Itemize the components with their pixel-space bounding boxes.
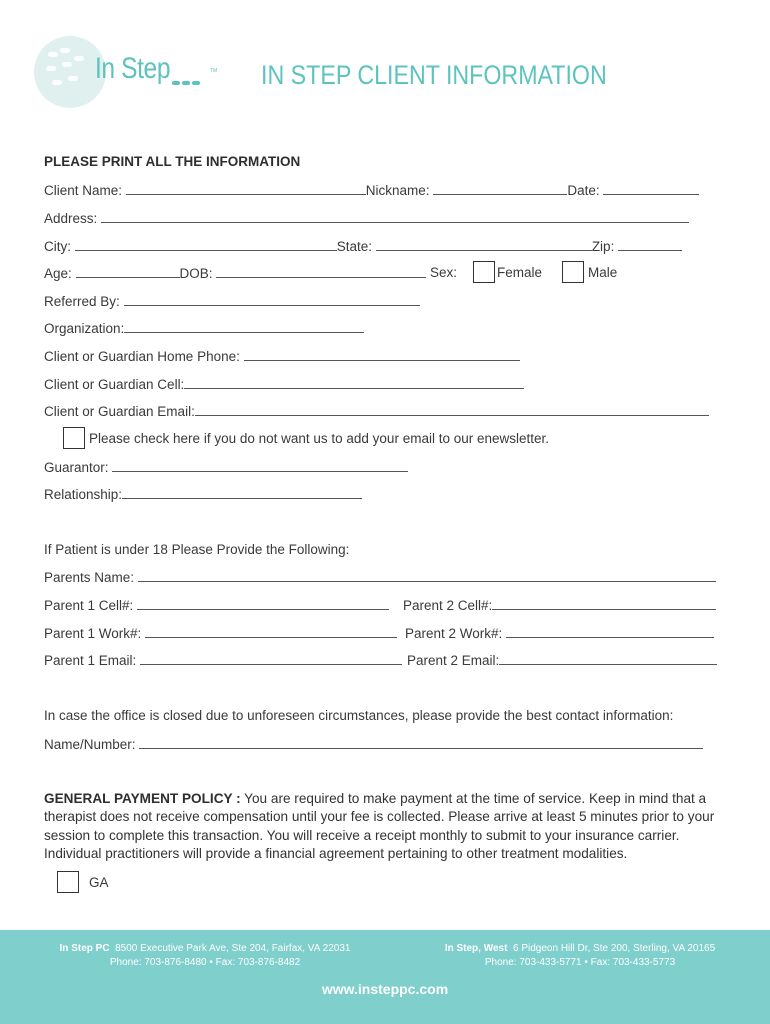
state-label: State: <box>336 239 373 254</box>
relationship-field[interactable] <box>122 486 362 499</box>
office-sterling-name: In Step, West <box>444 943 508 954</box>
office-fairfax <box>30 942 380 970</box>
office-fairfax-phone: Phone: 703-876-8480 • Fax: 703-876-8482 <box>109 957 301 968</box>
parent1-email-field[interactable] <box>140 652 402 665</box>
state-field[interactable] <box>376 238 592 251</box>
parent1-email-label: Parent 1 Email: <box>44 653 137 668</box>
email-label: Client or Guardian Email: <box>44 404 195 419</box>
address-field[interactable] <box>101 210 689 223</box>
client-name-label: Client Name: <box>44 183 123 198</box>
parent1-cell-field[interactable] <box>137 597 389 610</box>
parent2-cell-field[interactable] <box>492 597 716 610</box>
office-sterling <box>410 942 750 970</box>
policy-heading: GENERAL PAYMENT POLICY : <box>44 791 241 806</box>
parent1-work-field[interactable] <box>145 625 397 638</box>
name-number-label: Name/Number: <box>44 737 136 752</box>
newsletter-label: Please check here if you do not want us to add your email to our enewsletter. <box>89 431 550 446</box>
newsletter-opt-out-checkbox[interactable] <box>63 427 85 449</box>
date-label: Date: <box>567 183 600 198</box>
website-link[interactable]: www.insteppc.com <box>321 981 449 997</box>
relationship-label: Relationship: <box>44 487 123 502</box>
instruction: PLEASE PRINT ALL THE INFORMATION <box>44 154 301 169</box>
age-field[interactable] <box>76 265 180 278</box>
parent2-cell-label: Parent 2 Cell#: <box>403 598 493 613</box>
office-fairfax-name: In Step PC <box>59 943 110 954</box>
client-name-field[interactable] <box>126 182 366 195</box>
organization-field[interactable] <box>124 320 364 333</box>
referred-by-label: Referred By: <box>44 294 120 309</box>
home-phone-field[interactable] <box>244 348 520 361</box>
logo-text: In Step <box>95 52 171 85</box>
parents-name-field[interactable] <box>138 569 716 582</box>
office-fairfax-address: 8500 Executive Park Ave, Ste 204, Fairfax, VA 22031 <box>115 943 351 954</box>
parent1-cell-label: Parent 1 Cell#: <box>44 598 134 613</box>
cell-field[interactable] <box>184 376 524 389</box>
female-checkbox[interactable] <box>473 261 495 283</box>
city-label: City: <box>44 239 71 254</box>
guarantor-field[interactable] <box>112 459 408 472</box>
parent2-work-label: Parent 2 Work#: <box>405 626 503 641</box>
emergency-text: In case the office is closed due to unforeseen circumstances, please provide the best contact information: <box>44 708 674 723</box>
home-phone-label: Client or Guardian Home Phone: <box>44 349 240 364</box>
policy-body: You are required to make payment at the time of service. Keep in mind that a therapist does not receive compensation until your fee is collected. Please arrive at least 5 minutes prior to your session to complete this transaction. You will receive a receipt monthly to submit to your insurance carrier. Individual practitioners will provide a financial agreement pertaining to other treatment modalities. <box>44 791 715 861</box>
nickname-label: Nickname: <box>365 183 430 198</box>
zip-label: Zip: <box>591 239 615 254</box>
referred-by-field[interactable] <box>124 293 420 306</box>
sex-label: Sex: <box>430 265 458 280</box>
zip-field[interactable] <box>618 238 682 251</box>
ga-label: GA <box>89 875 109 890</box>
male-label: Male <box>588 265 618 280</box>
parent1-work-label: Parent 1 Work#: <box>44 626 142 641</box>
parents-name-label: Parents Name: <box>44 570 135 585</box>
office-sterling-phone: Phone: 703-433-5771 • Fax: 703-433-5773 <box>484 957 676 968</box>
city-field[interactable] <box>75 238 337 251</box>
ga-checkbox[interactable] <box>57 871 79 893</box>
address-label: Address: <box>44 211 98 226</box>
page-title: IN STEP CLIENT INFORMATION <box>261 60 607 90</box>
dob-label: DOB: <box>179 266 213 281</box>
parent2-work-field[interactable] <box>506 625 714 638</box>
name-number-field[interactable] <box>139 736 703 749</box>
date-field[interactable] <box>603 182 699 195</box>
payment-policy <box>44 790 734 863</box>
guarantor-label: Guarantor: <box>44 460 109 475</box>
office-sterling-address: 6 Pidgeon Hill Dr, Ste 200, Sterling, VA 20165 <box>513 943 716 954</box>
female-label: Female <box>497 265 543 280</box>
organization-label: Organization: <box>44 321 125 336</box>
age-label: Age: <box>44 266 72 281</box>
parent2-email-field[interactable] <box>499 652 717 665</box>
steps-icon <box>172 72 202 90</box>
email-field[interactable] <box>195 403 709 416</box>
dob-field[interactable] <box>216 265 426 278</box>
trademark: TM <box>210 68 218 74</box>
minor-heading: If Patient is under 18 Please Provide the Following: <box>44 542 350 557</box>
cell-label: Client or Guardian Cell: <box>44 377 185 392</box>
footer <box>0 930 770 1024</box>
parent2-email-label: Parent 2 Email: <box>407 653 500 668</box>
male-checkbox[interactable] <box>562 261 584 283</box>
nickname-field[interactable] <box>433 182 567 195</box>
